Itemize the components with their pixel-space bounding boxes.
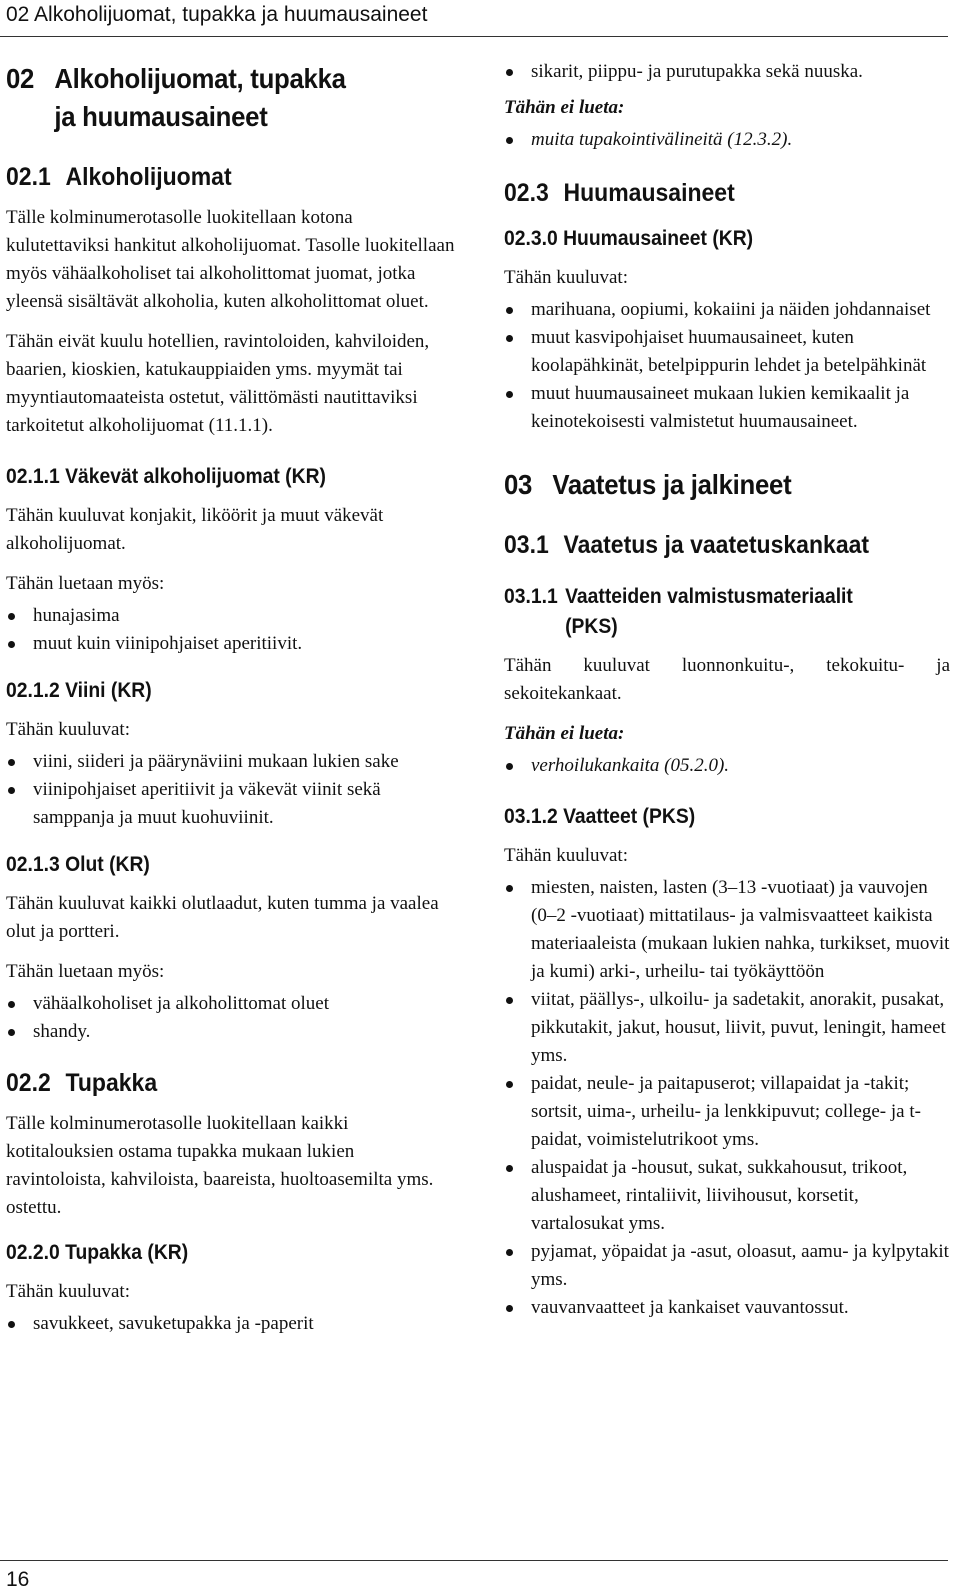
heading-02 [6,60,420,136]
list-item: shandy. [6,1018,456,1046]
label-includes: Tähän luetaan myös: [6,573,165,594]
list-03-1-2 [504,874,950,1322]
list-item: pyjamat, yöpaidat ja -asut, oloasut, aamu- ja kylpytakit yms. [504,1238,950,1294]
label-includes: Tähän kuuluvat: [504,267,628,288]
heading-title: Vaatteiden valmistusmateriaalit (PKS) [565,585,853,638]
list-02-2-0-excludes [504,126,950,154]
list-item: verhoilukankaita (05.2.0). [504,752,950,780]
list-item: viitat, päällys-, ulkoilu- ja sadetakit, anorakit, pusakat, pikkutakit, jakut, housut, liivit, puvut, leningit, hameet yms. [504,986,950,1070]
heading-title: Alkoholijuomat, tupakka ja huumausaineet [54,63,346,132]
list-item: sikarit, piippu- ja purutupakka sekä nuuska. [504,58,950,86]
heading-number: 03.1 [504,531,549,559]
paragraph-02-1-3: Tähän kuuluvat kaikki olutlaadut, kuten tumma ja vaalea olut ja portteri. [6,893,439,942]
paragraph-03-1-1: Tähän kuuluvat luonnonkuitu-, tekokuitu- ja sekoitekankaat. [504,655,950,704]
list-item: viini, siideri ja päärynäviini mukaan lukien sake [6,748,456,776]
list-item: muut kuin viinipohjaiset aperitiivit. [6,630,456,658]
heading-title: Tupakka [65,1069,158,1097]
heading-03 [504,466,914,504]
heading-number: 03 [504,469,533,500]
list-item: muut huumausaineet mukaan lukien kemikaalit ja keinotekoisesti valmistetut huumausaineet. [504,380,950,436]
heading-03-1-2: 03.1.2 Vaatteet (PKS) [504,805,696,828]
list-item: hunajasima [6,602,456,630]
list-item: paidat, neule- ja paitapuserot; villapaidat ja -takit; sortsit, uima-, urheilu- ja lenkkipuvut; college- ja t-paidat, voimistelutrikoot yms. [504,1070,950,1154]
list-item: marihuana, oopiumi, kokaiini ja näiden johdannaiset [504,296,950,324]
paragraph-02-1-1: Tähän kuuluvat konjakit, liköörit ja muut väkevät alkoholijuomat. [6,505,384,554]
list-item: savukkeet, savuketupakka ja -paperit [6,1310,456,1338]
heading-number: 02 [6,63,35,94]
list-item: muita tupakointivälineitä (12.3.2). [504,126,950,154]
left-column [6,58,456,1350]
running-header: 02 Alkoholijuomat, tupakka ja huumausaineet [6,3,428,26]
heading-number: 03.1.1 [504,585,558,608]
header-rule [0,36,948,37]
list-item: miesten, naisten, lasten (3–13 -vuotiaat) ja vauvojen (0–2 -vuotiaat) mittatilaus- ja valmisvaatteet kaikista materiaaleista (mukaan lukien nahka, turkikset, muovit ja kumi) arki-, urheilu- tai työkäyttöön [504,874,950,986]
list-item: vauvanvaatteet ja kankaiset vauvantossut. [504,1294,950,1322]
heading-02-1 [6,160,420,194]
heading-03-1 [504,528,914,562]
label-includes: Tähän kuuluvat: [504,845,628,866]
label-includes: Tähän luetaan myös: [6,961,165,982]
list-item: vähäalkoholiset ja alkoholittomat oluet [6,990,456,1018]
heading-title: Huumausaineet [563,179,735,207]
list-02-1-1 [6,602,456,658]
heading-number: 02.3 [504,179,549,207]
paragraph-02-1-exclusion: Tähän eivät kuulu hotellien, ravintoloiden, kahviloiden, baarien, kioskien, katukauppiaiden yms. myymät tai myyntiautomaateista ostetut, välittömästi nautittaviksi tarkoitetut alkoholijuomat (11.1.1). [6,331,430,436]
list-item: aluspaidat ja -housut, sukat, sukkahousut, trikoot, alushameet, rintaliivit, liivihousut, korsetit, vartalosukat yms. [504,1154,950,1238]
heading-02-3 [504,176,914,210]
list-02-3-0 [504,296,950,436]
heading-title: Vaatetus ja jalkineet [552,469,792,500]
list-03-1-1-excludes [504,752,950,780]
heading-02-3-0: 02.3.0 Huumausaineet (KR) [504,227,754,250]
heading-02-2-0: 02.2.0 Tupakka (KR) [6,1241,189,1264]
heading-02-1-1: 02.1.1 Väkevät alkoholijuomat (KR) [6,465,326,488]
heading-02-2 [6,1066,420,1100]
list-item: viinipohjaiset aperitiivit ja väkevät viinit sekä samppanja ja muut kuohuviinit. [6,776,456,832]
list-02-2-0 [6,1310,456,1338]
paragraph-02-1-intro: Tälle kolminumerotasolle luokitellaan kotona kulutettaviksi hankitut alkoholijuomat. Tasolle luokitellaan myös vähäalkoholiset tai alkoholittomat juomat, jotka yleensä sisältävät alkoholia, kuten alkoholittomat oluet. [6,207,455,312]
label-includes: Tähän kuuluvat: [6,1281,130,1302]
label-excludes: Tähän ei lueta: [504,723,625,744]
heading-02-1-3: 02.1.3 Olut (KR) [6,853,150,876]
list-item: muut kasvipohjaiset huumausaineet, kuten koolapähkinät, betelpippurin lehdet ja betelpähkinät [504,324,950,380]
heading-03-1-1 [504,582,914,642]
heading-number: 02.2 [6,1069,51,1097]
heading-title: Vaatetus ja vaatetuskankaat [563,531,870,559]
label-excludes: Tähän ei lueta: [504,97,625,118]
heading-02-1-2: 02.1.2 Viini (KR) [6,679,152,702]
list-02-1-2 [6,748,456,832]
paragraph-02-2: Tälle kolminumerotasolle luokitellaan kaikki kotitalouksien ostama tupakka mukaan lukien ravintoloista, kahviloista, baareista, huoltoasemilta yms. ostettu. [6,1113,434,1218]
list-02-2-0-continued [504,58,950,86]
footer-rule [0,1560,948,1561]
list-02-1-3 [6,990,456,1046]
label-includes: Tähän kuuluvat: [6,719,130,740]
heading-title: Alkoholijuomat [65,163,232,191]
right-column [504,58,950,1334]
page-number: 16 [6,1568,30,1591]
heading-number: 02.1 [6,163,51,191]
